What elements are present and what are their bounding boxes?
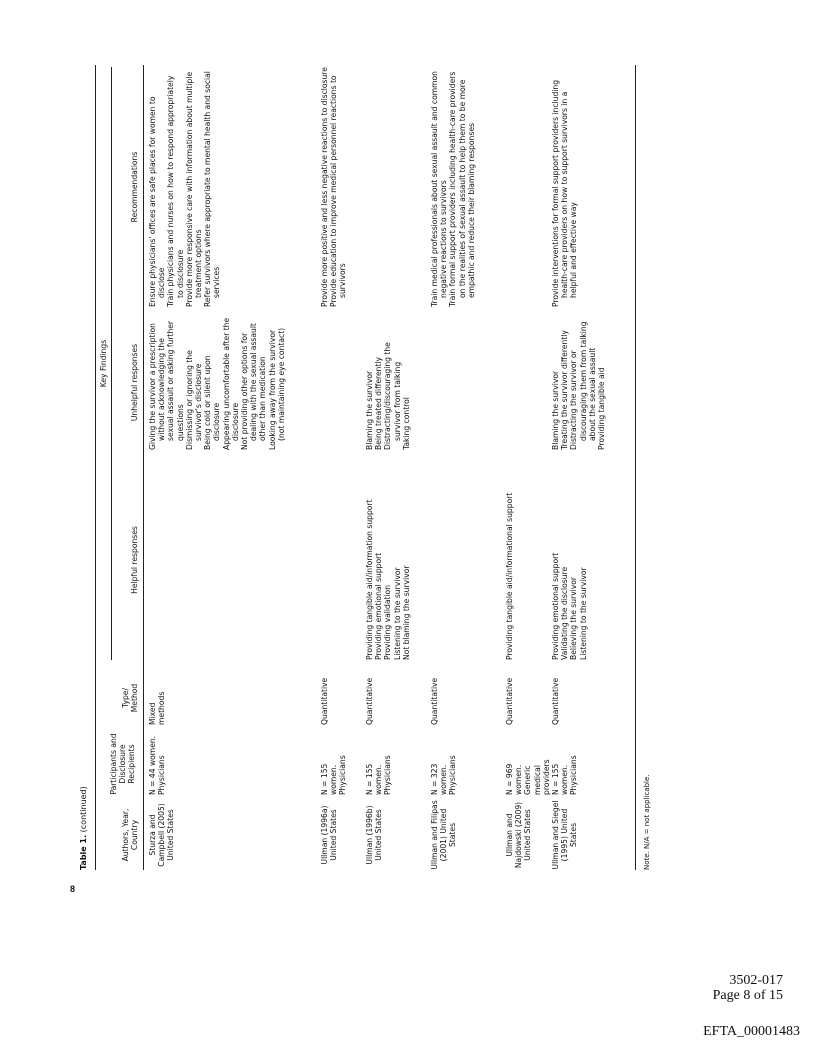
bottom-rule xyxy=(635,65,636,870)
list-item: Train medical professionals about sexual assault and common negative reactions to survivors xyxy=(430,71,449,307)
table-caption xyxy=(79,786,88,870)
cell-type: Quantitative xyxy=(320,677,329,725)
doc-id: 3502-017 xyxy=(729,973,783,988)
list-item: Distracting/discouraging the survivor from talking xyxy=(383,342,402,450)
list-item: Train physicians and nurses on how to respond appropriately to disclosure xyxy=(166,75,185,307)
table-caption-label: Table 1. xyxy=(79,834,88,870)
cell-helpful xyxy=(551,460,588,660)
list-item: Providing emotional support xyxy=(374,552,384,660)
list-item: Distracting the survivor or discouraging them from talking about the sexual assault xyxy=(569,321,597,450)
list-item: Believing the survivor xyxy=(569,576,579,660)
cell-type: Mixed methods xyxy=(148,691,167,725)
list-item: Validating the disclosure xyxy=(560,566,570,660)
top-rule xyxy=(95,65,96,870)
list-item: Providing validation xyxy=(383,584,393,660)
list-item: Dismissing or ignoring the survivor's disclosure xyxy=(184,350,204,450)
cell-recommendations xyxy=(551,67,579,307)
cell-authors: Ullman and Siegel (1995) United States xyxy=(551,800,579,870)
cell-unhelpful xyxy=(551,315,606,450)
page-number: 8 xyxy=(70,884,76,894)
list-item: Being cold or silent upon disclosure xyxy=(203,355,222,450)
cell-unhelpful xyxy=(148,315,286,450)
list-item: Not blaming the survivor xyxy=(401,565,411,660)
cell-helpful xyxy=(365,460,411,660)
list-item: Taking control xyxy=(401,397,411,450)
list-item: Listening to the survivor xyxy=(578,567,588,660)
list-item: Provide more responsive care with information about multiple treatment options xyxy=(184,71,204,307)
list-item: Treating the survivor differently xyxy=(560,330,570,450)
cell-type: Quantitative xyxy=(430,677,439,725)
list-item: Providing emotional support xyxy=(551,552,560,660)
header-key-findings: Key Findings xyxy=(99,339,108,388)
cell-type: Quantitative xyxy=(505,677,514,725)
cell-authors: Sturza and Campbell (2005) United States xyxy=(148,803,176,867)
list-item: Providing tangible aid xyxy=(597,367,607,450)
list-item: Refer survivors where appropriate to mental health and social services xyxy=(203,71,222,307)
list-item: Providing tangible aid/informational support xyxy=(505,492,514,660)
key-findings-rule xyxy=(111,67,112,660)
cell-type: Quantitative xyxy=(551,677,560,725)
cell-type: Quantitative xyxy=(365,677,374,725)
cell-authors: Ullman and Filipas (2001) United States xyxy=(430,800,458,870)
header-helpful: Helpful responses xyxy=(130,526,139,594)
table-caption-suffix: (continued) xyxy=(79,786,88,835)
header-unhelpful: Unhelpful responses xyxy=(130,343,139,422)
list-item: Giving the survivor a prescription without acknowledging the sexual assault or asking further questions xyxy=(148,320,185,450)
header-authors: Authors, Year, Country xyxy=(121,808,140,862)
header-recommendations: Recommendations xyxy=(130,151,139,223)
list-item: Not providing other options for dealing with the sexual assault other than medication xyxy=(240,323,268,450)
list-item: Provide interventions for formal support providers including health-care providers on how to support survivors in a helpful and effective way xyxy=(551,79,579,307)
list-item: Train formal support providers including health-care providers on the realities of sexual assault to help them to be more empathic and reduce their blaming responses xyxy=(448,71,476,307)
list-item: Provide education to improve medical personnel reactions to survivors xyxy=(329,75,348,307)
list-item: Blaming the survivor xyxy=(365,370,374,450)
cell-authors: Ullman (1996b) United States xyxy=(365,805,384,865)
list-item: Appearing uncomfortable after the disclosure xyxy=(221,317,240,450)
list-item: Provide more positive and less negative reactions to disclosure xyxy=(320,67,329,307)
list-item: Being treated differently xyxy=(374,356,384,450)
table-note: Note. N/A = not applicable. xyxy=(643,774,651,870)
cell-participants: N = 44 women. Physicians xyxy=(148,735,167,795)
page-of: Page 8 of 15 xyxy=(712,988,783,1003)
cell-participants: N = 323 women. Physicians xyxy=(430,755,458,795)
header-participants: Participants and Disclosure Recipients xyxy=(109,733,137,795)
list-item: Listening to the survivor xyxy=(392,567,402,660)
cell-recommendations xyxy=(148,67,222,307)
cell-participants: N = 155 women. Physicians xyxy=(551,755,579,795)
cell-participants: N = 155 women. Physicians xyxy=(365,755,393,795)
cell-recommendations xyxy=(430,67,476,307)
footer xyxy=(713,973,783,1003)
cell-unhelpful xyxy=(365,315,411,450)
list-item: Looking away from the survivor (not maintaining eye contact) xyxy=(267,327,286,450)
bates-number: EFTA_00001483 xyxy=(703,1024,800,1039)
list-item: Providing tangible aid/information support xyxy=(365,499,374,660)
list-item: Ensure physicians' offices are safe places for women to disclose xyxy=(148,96,167,307)
header-rule xyxy=(143,65,144,870)
cell-recommendations xyxy=(320,67,348,307)
rotated-table xyxy=(75,65,655,870)
cell-authors: Ullman and Najdowski (2009) United States xyxy=(505,801,533,869)
cell-participants: N = 969 women. Generic medical providers xyxy=(505,759,551,795)
cell-helpful xyxy=(505,460,514,660)
header-type: Type/ Method xyxy=(121,683,140,713)
cell-authors: Ullman (1996a) United States xyxy=(320,805,339,865)
list-item: Blaming the survivor xyxy=(551,370,560,450)
cell-participants: N = 155 women. Physicians xyxy=(320,755,348,795)
